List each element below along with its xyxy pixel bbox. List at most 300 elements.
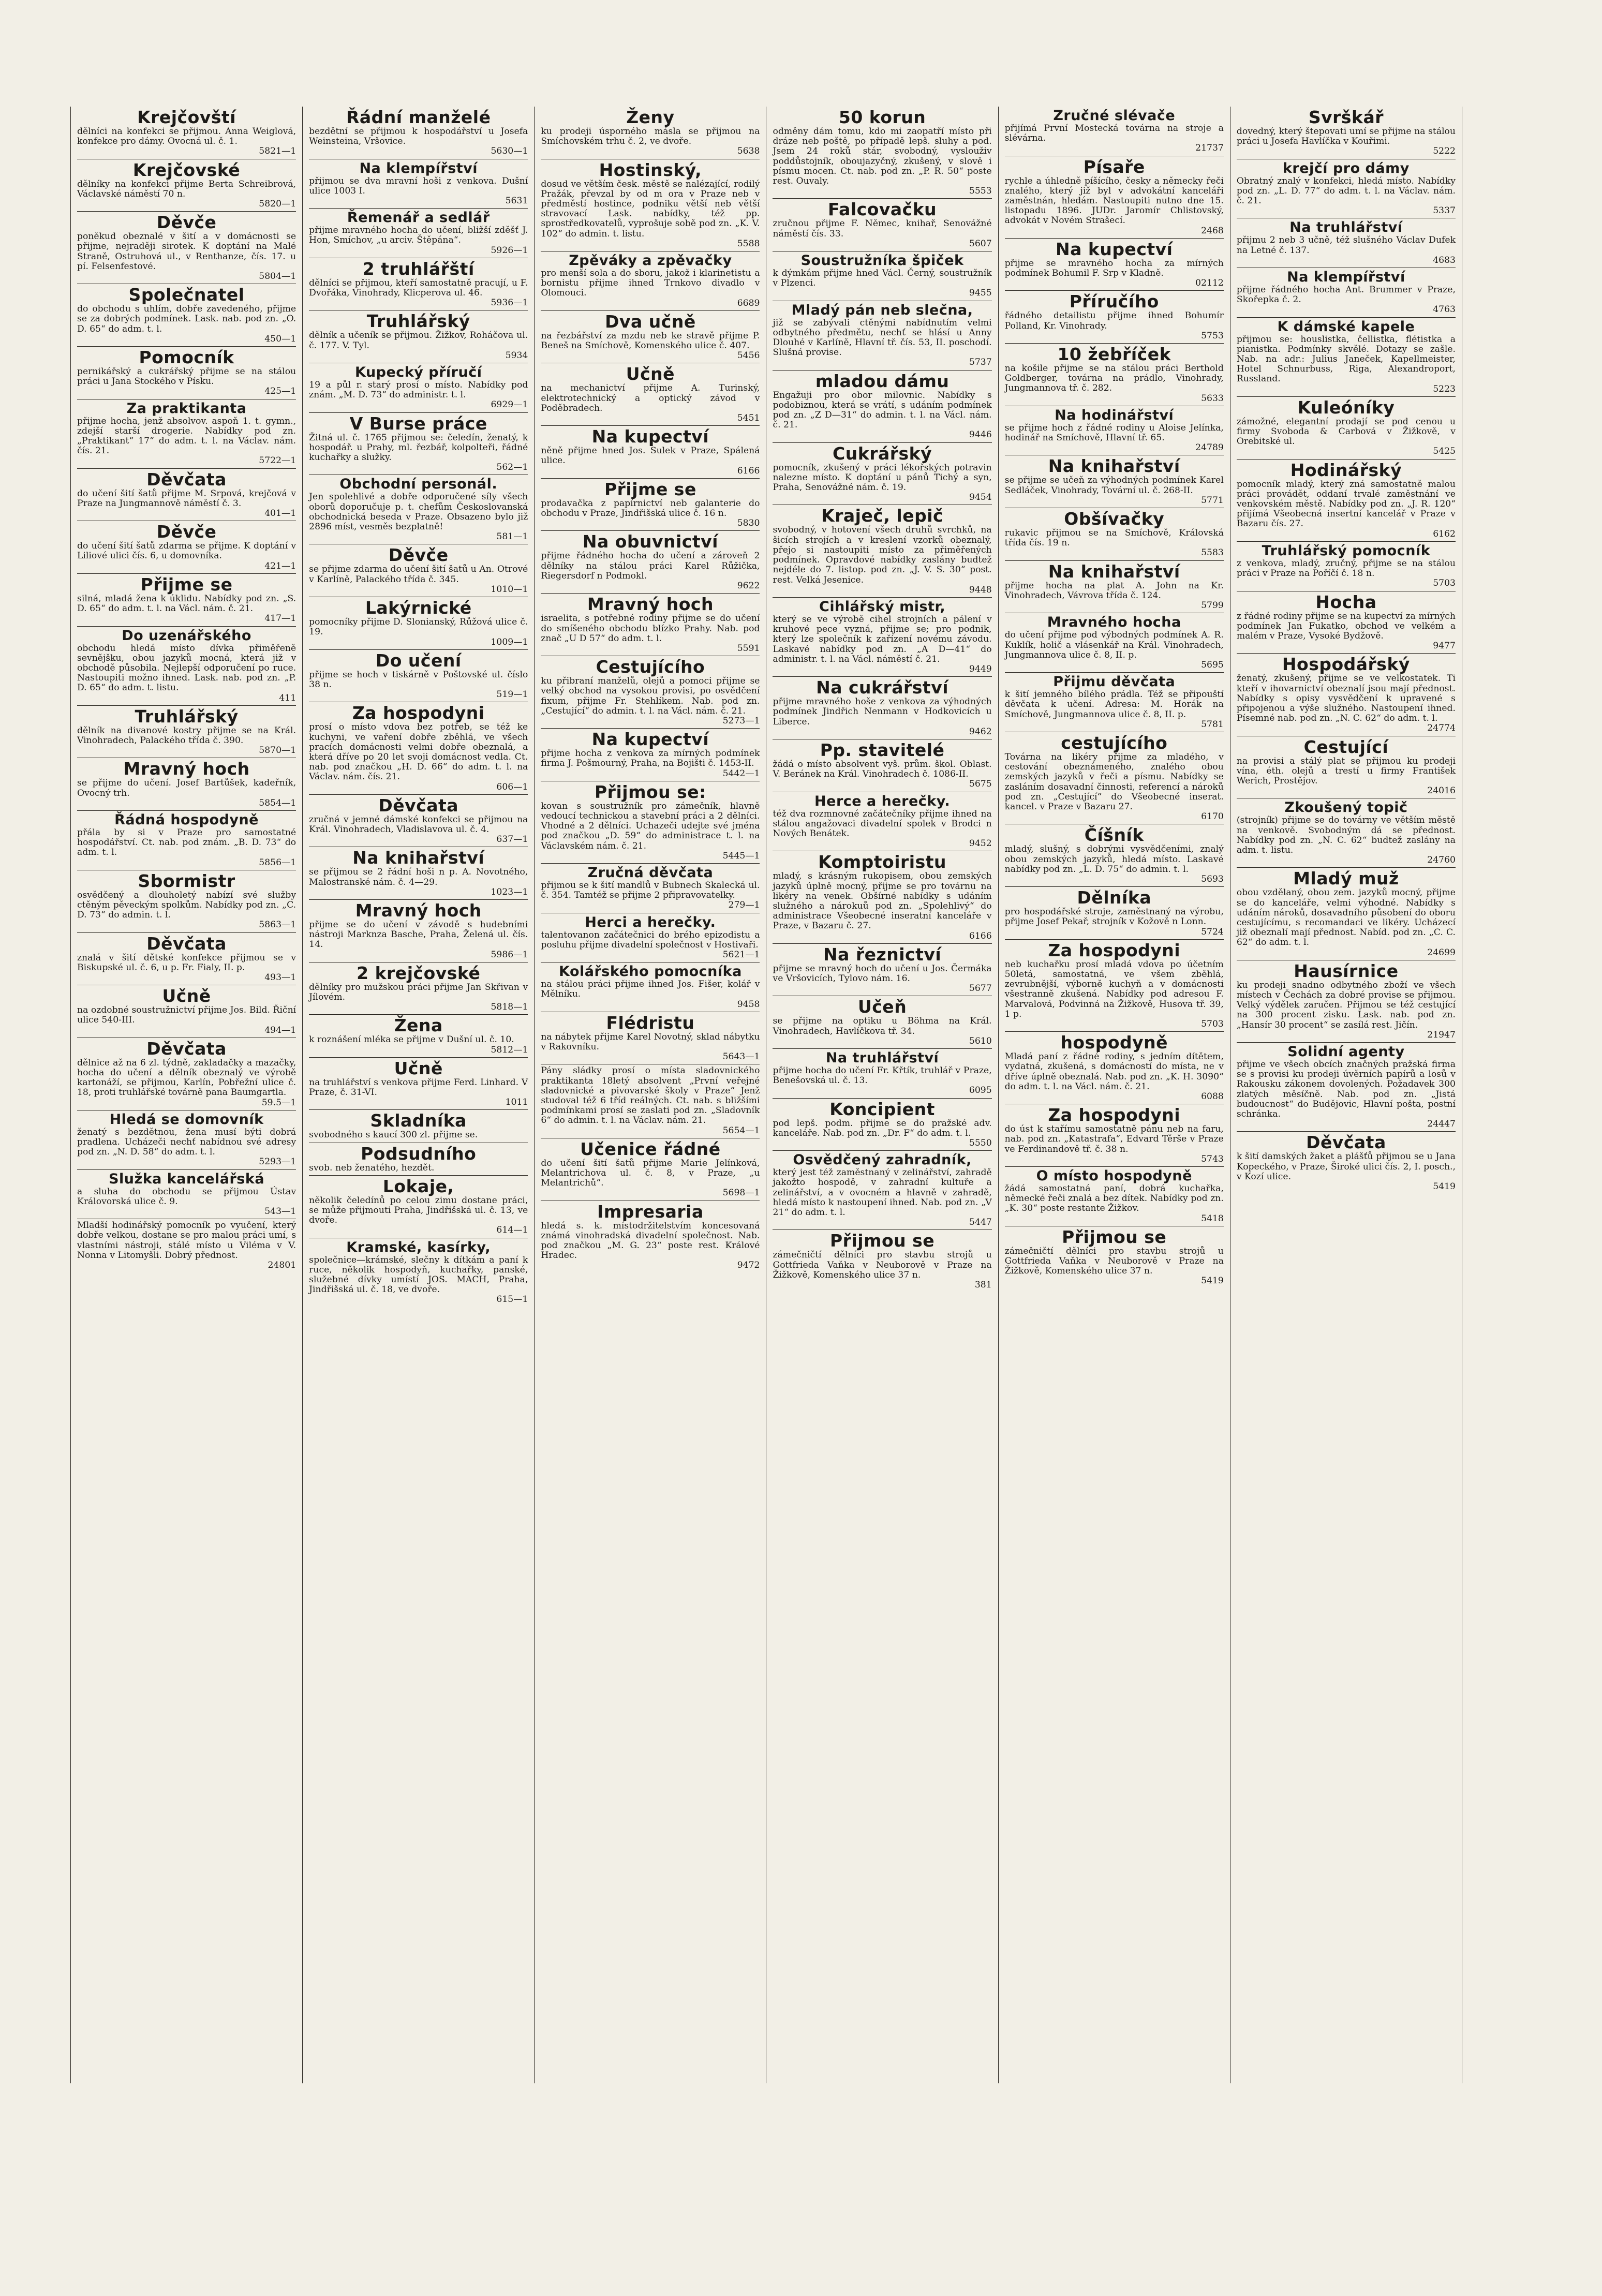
ad-text: na provisi a stálý plat se přijmou ku prodeji vína, éth. olejů a trestí u firmy František Werich, Prostějov. xyxy=(1236,756,1456,786)
ad-code: 5675 xyxy=(969,779,992,790)
ad-code: 24760 xyxy=(1427,855,1456,866)
classified-ad xyxy=(309,1110,528,1143)
classified-ad xyxy=(773,1230,991,1292)
classified-ad xyxy=(77,1170,296,1220)
ad-text: silná, mladá žena k úklidu. Nabídky pod zn. „S. D. 65“ do adm. t. l. na Václ. nám. č. 21. xyxy=(77,593,296,614)
ad-code: 24801 xyxy=(268,1260,296,1271)
ad-heading: Na knihařství xyxy=(1048,456,1180,477)
ad-heading: Cestující xyxy=(1303,736,1389,757)
classified-ad xyxy=(77,1219,296,1272)
ad-text: se přijme zdarma do učení šití šatů u An. Otrové v Karlíně, Palackého třída č. 345. xyxy=(309,564,528,585)
ad-code: 5830 xyxy=(737,518,760,529)
classified-ad xyxy=(309,159,528,209)
ad-code: 9446 xyxy=(969,429,992,440)
ad-text: hledá s. k. místodržitelstvím koncesovaná známá vinohradská divadelní společnost. Nab. pod značkou „M. G. 23“ poste rest. Králové Hradec. xyxy=(541,1220,760,1261)
ad-code: 5418 xyxy=(1201,1213,1224,1224)
ad-text: na mechanictví přijme A. Turinský, elektrotechnický a optický závod v Poděbradech. xyxy=(541,383,760,413)
ad-heading: Pomocník xyxy=(139,347,234,368)
ad-code: 5870—1 xyxy=(259,745,296,756)
ad-text: 19 a půl r. starý prosí o místo. Nabídky pod znám. „M. D. 73“ do administr. t. l. xyxy=(309,380,528,401)
ad-text: pernikářský a cukrářský přijme se na stálou práci u Jana Stockého v Písku. xyxy=(77,366,296,387)
classified-ad xyxy=(773,598,991,677)
ad-text: Engažuji pro obor milovnic. Nabídky s podobiznou, která se vrátí, s udáním podmínek pod zn. „Z D—31“ do admin. t. l. na Václ. nám. č. 21. xyxy=(773,390,992,431)
ad-code: 5553 xyxy=(969,186,992,197)
classified-ad xyxy=(309,900,528,962)
ad-text: pomocníky přijme D. Slonianský, Růžová ulice č. 19. xyxy=(309,617,528,638)
ad-text: Mladá paní z řádné rodiny, s jedním dítětem, vydatná, zkušená, s domácností do místa, ne v dříve úplně obeznalá. Nab. pod zn. „K. H. 3090“ do adm. t. l. na Václ. nám. č. 21. xyxy=(1004,1051,1224,1092)
classified-ad xyxy=(541,426,760,479)
ad-text: se přijmou se 2 řádní hoši n p. A. Novotného, Malostranské nám. č. 4—29. xyxy=(309,867,528,887)
classified-ad xyxy=(77,627,296,706)
ad-text: na nábytek přijme Karel Novotný, sklad nábytku v Rakovníku. xyxy=(541,1031,760,1052)
ad-code: 5588 xyxy=(737,238,760,249)
ad-heading: 2 krejčovské xyxy=(357,962,481,983)
ad-heading: Kupecký příručí xyxy=(355,364,482,381)
ad-heading: hospodyně xyxy=(1060,1032,1168,1053)
ad-code: 5693 xyxy=(1201,873,1224,884)
ad-text: osvědčený a dlouholetý nabízí své služby ctěným pěveckým spolkům. Nabídky pod zn. „C. D. 73“ do admin. t. l. xyxy=(77,890,296,921)
ad-code: 24016 xyxy=(1427,786,1456,796)
ad-text: mladý, s krásným rukopisem, obou zemských jazyků úplně mocný, přijme se pro továrnu na likéry na venek. Obšírné nabídky s udáním služného a nárokuů pod zn. „Spolehlivý“ do administrace Všeobecné inseratní kanceláře v Praze, v Bazaru č. 27. xyxy=(773,871,992,931)
ad-code: 6166 xyxy=(737,465,760,476)
ad-heading: Číšník xyxy=(1084,825,1144,846)
classified-ad xyxy=(541,729,760,781)
ad-text: znalá v šití dětské konfekce přijmou se v Biskupské ul. č. 6, u p. Fr. Fialy, II. p. xyxy=(77,952,296,973)
ad-text: přijme se mravný hoch do učení u Jos. Čermáka ve Vršovicích, Tylovo nám. 16. xyxy=(773,963,992,984)
classified-ad xyxy=(77,574,296,627)
classified-ad xyxy=(1237,218,1456,268)
ad-heading: Cestujícího xyxy=(596,657,705,677)
ad-text: na řezbářství za mzdu neb ke stravě přijme P. Beneš na Smíchově, Komenského ulice č. 407. xyxy=(541,330,760,351)
classified-ad xyxy=(541,781,760,864)
classified-ad xyxy=(77,159,296,212)
classified-ad xyxy=(541,1201,760,1273)
classified-ad xyxy=(1005,613,1224,673)
ad-text: ku přibraní manželů, olejů a pomoci přijme se velký obchod na vysokou provisi, po osvědčení fixum, přijme Fr. Stehlíkem. Nab. pod zn. „Cestující“ do admin. t. l. na Václ. nám. č. 21. xyxy=(541,676,760,716)
ad-text: neb kuchařku prosí mladá vdova po účetním 50letá, samostatná, ve všem zběhlá, zevrubnější, výborně kuchyň a v domácnosti všestranně zkušená. Nabídky pod adresou F. Marvalová, Podvinná na Žižkově, Husova tř. 39, 1 p. xyxy=(1004,959,1224,1019)
ad-text: prodavačka z papírnictví neb galanterie do obchodu v Praze, Jindřišská ulice č. 16 n. xyxy=(541,498,760,519)
classified-ad xyxy=(77,985,296,1038)
ad-heading: Společnatel xyxy=(128,285,245,305)
ad-text: na ozdobné soustružnictví přijme Jos. Bild. Řiční ulice 540-III. xyxy=(77,1005,296,1026)
classified-ad xyxy=(541,311,760,364)
ad-heading: Kuleóníky xyxy=(1297,397,1395,418)
ad-code: 279—1 xyxy=(728,900,760,911)
ad-text: přijme řádného hocha Ant. Brummer v Praze, Skořepka č. 2. xyxy=(1236,285,1456,305)
ad-heading: Písaře xyxy=(1083,156,1145,177)
ad-text: k šití jemného bílého prádla. Též se připouští děvčata k učení. Adresa: M. Horák na Smíchově, Jungmannova ulice č. 8, II. p. xyxy=(1004,689,1224,720)
ad-heading: Krejčovští xyxy=(137,107,236,127)
classified-ad xyxy=(773,944,991,997)
ad-code: 9454 xyxy=(969,492,992,503)
ad-code: 5222 xyxy=(1433,146,1456,157)
newspaper-page xyxy=(70,107,1462,2083)
classified-ad xyxy=(1005,1104,1224,1167)
classified-ad xyxy=(1005,1167,1224,1226)
classified-ad xyxy=(541,251,760,311)
ad-text: pomocník mladý, který zná samostatně malou práci provádět, oddaní trvalé zaměstnání ve venkovském městě. Nabídky pod zn. „J. R. 120“ přijímá Všeobecná insertní kancelář v Praze v Bazaru čís. 27. xyxy=(1236,479,1456,529)
ad-text: přijme se hoch v tiskárně v Poštovské ul. číslo 38 n. xyxy=(309,669,528,690)
ad-heading: Falcovačku xyxy=(827,199,937,220)
ad-code: 6095 xyxy=(969,1085,992,1096)
classified-ad xyxy=(773,677,991,739)
ad-code: 581—1 xyxy=(496,531,528,542)
ad-heading: Děvčata xyxy=(378,795,459,816)
ad-heading: Mravný hoch xyxy=(123,759,250,779)
ad-code: 4763 xyxy=(1433,304,1456,315)
ad-heading: krejčí pro dámy xyxy=(1282,160,1410,176)
ad-heading: Přijme se xyxy=(604,479,696,499)
classified-ad xyxy=(77,933,296,986)
ad-heading: Přijme se xyxy=(140,574,233,595)
ad-heading: Hospodářský xyxy=(1282,654,1410,675)
ad-code: 5447 xyxy=(969,1217,992,1228)
classified-ad xyxy=(1237,798,1456,868)
ad-text: Obratný znalý v konfekci, hledá místo. Nabídky pod zn. „L. D. 77“ do adm. t. l. na Václav. nám. č. 21. xyxy=(1236,175,1456,206)
ad-code: 9472 xyxy=(737,1260,760,1271)
ad-text: žádá samostatná paní, dobrá kuchařka, německé řeči znalá a bez dítek. Nabídky pod zn. „K. 30“ poste restante Žižkov. xyxy=(1004,1183,1224,1214)
ad-code: 5643—1 xyxy=(722,1051,760,1062)
ad-text: a sluha do obchodu se přijmou Ústav Královorská ulice č. 9. xyxy=(77,1186,296,1207)
ad-code: 562—1 xyxy=(496,462,528,473)
ad-code: 5856—1 xyxy=(259,857,296,868)
classified-ad xyxy=(309,1176,528,1238)
ad-text: poněkud obeznalé v šití a v domácnosti se přijme, nejraději sirotek. K doptání na Malé Straně, Ostruhová ul., v Renthanze, čís. 17. u pí. Felsenfestové. xyxy=(77,231,296,272)
ad-heading: Komptoiristu xyxy=(818,852,947,872)
ad-code: 5633 xyxy=(1201,393,1224,404)
ad-column xyxy=(71,107,303,2083)
classified-ad xyxy=(1237,960,1456,1043)
classified-ad xyxy=(773,199,991,251)
ad-text: zámožné, elegantní prodají se pod cenou u firmy Svoboda & Carbová v Žižkově, v Orebitské ul. xyxy=(1236,416,1456,447)
ad-code: 1011 xyxy=(505,1097,528,1108)
ad-heading: Mravného hocha xyxy=(1047,614,1181,631)
ad-code: 5854—1 xyxy=(259,797,296,808)
ad-heading: Přijmu děvčata xyxy=(1053,674,1176,690)
classified-ad xyxy=(309,650,528,703)
ad-code: 1009—1 xyxy=(491,636,528,647)
ad-text: rychle a úhledně píšícího, česky a německy řeči znalého, který již byl v advokátní kanceláři zaměstnán, hledám. Nastoupiti nutno dne 15. listopadu 1896. JUDr. Jaromír Chlistovský, advokát v Novém Strašecí. xyxy=(1004,175,1224,226)
ad-heading: cestujícího xyxy=(1061,732,1168,753)
ad-text: zámečničtí dělníci pro stavbu strojů u Gottfrieda Vaňka v Neuborově v Praze na Žižkově, Komenského ulice 37 n. xyxy=(1004,1246,1224,1277)
ad-heading: Obšívačky xyxy=(1064,509,1165,529)
ad-text: společnice—krámské, slečny k dítkám a paní k ruce, několik hospodyň, kuchařky, panské, služebné dívky umístí JOS. MACH, Praha, Jindřišská ul. č. 18, ve dvoře. xyxy=(309,1254,528,1295)
ad-code: 5737 xyxy=(969,357,992,368)
ad-heading: Podsudního xyxy=(361,1143,477,1164)
ad-text: se přijme na optiku u Böhma na Král. Vinohradech, Havlíčkova tř. 34. xyxy=(773,1016,992,1036)
ad-heading: Na kupectví xyxy=(591,729,709,750)
classified-ad xyxy=(541,913,760,963)
ad-heading: Koncipient xyxy=(829,1099,935,1119)
ad-heading: Mladý pán neb slečna, xyxy=(791,302,973,318)
ad-heading: Na řeznictví xyxy=(823,944,942,965)
ad-heading: Obchodní personál. xyxy=(339,476,498,493)
classified-ad xyxy=(1237,868,1456,960)
ad-code: 5445—1 xyxy=(722,850,760,861)
classified-ad xyxy=(541,1012,760,1065)
ad-code: 5630—1 xyxy=(491,146,528,157)
ad-code: 5799 xyxy=(1201,600,1224,611)
ad-heading: Přijmou se xyxy=(829,1231,935,1251)
ad-column xyxy=(1230,107,1462,2083)
ad-text: Továrna na likéry přijme za mladého, v cestování obeznámeného, znalého obou zemských jazyků v řeči a písmu. Nabídky se zasláním dosavadní činnosti, referencí a nároků pod zn. „Cestující“ do Všeobecné inserat. kancel. v Praze v Bazaru 27. xyxy=(1004,751,1224,812)
classified-ad xyxy=(1005,561,1224,614)
ad-code: 5743 xyxy=(1201,1153,1224,1164)
ad-heading: Za hospodyni xyxy=(1048,1105,1181,1125)
ad-heading: Na hodinářství xyxy=(1055,407,1174,423)
ad-code: 543—1 xyxy=(264,1206,296,1217)
ad-code: 24699 xyxy=(1427,947,1456,958)
classified-ad xyxy=(541,159,760,251)
classified-ad xyxy=(309,475,528,544)
ad-text: se přijme hoch z řádné rodiny u Aloise Jelínka, hodinář na Smíchově, Hlavní tř. 65. xyxy=(1004,422,1224,443)
ad-heading: Učenice řádné xyxy=(580,1138,721,1159)
ad-heading: Truhlářský xyxy=(366,311,470,332)
ad-column xyxy=(303,107,535,2083)
ad-text: svob. neb ženatého, hezdět. xyxy=(309,1162,435,1173)
ad-text: na košile přijme se na stálou práci Berthold Goldberger, továrna na prádlo, Vinohrady, Jungmannova tř. č. 282. xyxy=(1004,363,1224,394)
ad-heading: Zkoušený topič xyxy=(1284,799,1408,816)
ad-code: 493—1 xyxy=(264,972,296,983)
ad-text: přijmu 2 neb 3 učně, též slušného Václav Dufek na Letné č. 137. xyxy=(1236,235,1456,256)
ad-heading: Hledá se domovník xyxy=(109,1111,264,1128)
ad-text: Žitná ul. č. 1765 přijmou se: čeledín, ženatý, k hospodář. u Prahy, ml. řezbář, kolpolteři, řádné kuchařky a služky. xyxy=(309,432,528,463)
ad-heading: Herci a herečky. xyxy=(585,914,716,930)
classified-ad xyxy=(541,1138,760,1201)
classified-ad xyxy=(77,1110,296,1170)
ad-heading: Na kupectví xyxy=(1056,239,1173,259)
classified-ad xyxy=(309,544,528,597)
ad-code: 615—1 xyxy=(496,1294,528,1305)
classified-ad xyxy=(1005,156,1224,239)
classified-ad xyxy=(309,597,528,650)
ad-code: 5722—1 xyxy=(259,455,296,466)
ad-text: se přijme se učeň za výhodných podmínek Karel Sedláček, Vinohrady, Tovární ul. č. 268-II. xyxy=(1004,475,1224,496)
classified-ad xyxy=(309,107,528,159)
ad-heading: Na kupectví xyxy=(591,426,709,447)
ad-text: pomocník, zkušený v práci lékořských potravin nalezne místo. K doptání u pánů Tichý a syn, Praha, Senovážné nám. č. 19. xyxy=(773,462,992,493)
ad-text: svobodného s kaucí 300 zl. přijme se. xyxy=(309,1130,478,1140)
ad-code: 4683 xyxy=(1433,255,1456,265)
classified-ad xyxy=(773,1151,991,1230)
ad-text: se přijme do učení. Josef Bartůšek, kadeřník, Ovocný trh. xyxy=(77,778,296,798)
ad-heading: Hausírnice xyxy=(1294,960,1399,981)
ad-code: 5812—1 xyxy=(491,1044,528,1055)
classified-ad xyxy=(77,706,296,759)
ad-heading: Na obuvnictví xyxy=(582,531,718,552)
ad-text: dělníky pro mužskou práci přijme Jan Skřivan v Jílovém. xyxy=(309,982,528,1002)
classified-ad xyxy=(1237,397,1456,460)
ad-heading: Na truhlářství xyxy=(1289,219,1403,236)
ad-heading: Flédristu xyxy=(606,1012,695,1033)
ad-code: 5753 xyxy=(1201,330,1224,341)
classified-ad xyxy=(773,251,991,301)
ad-code: 24447 xyxy=(1427,1119,1456,1130)
ad-code: 5610 xyxy=(969,1035,992,1046)
ad-text: který jest též zaměstnaný v zelinářství, zahradě jakožto hospodě, v zahradní kultuře a zelinářství, a v ovocném a hlavně v zahradě, hledá místo k nastoupení ihned. Nab. pod zn. „V 21“ do adm. t. l. xyxy=(773,1167,992,1218)
classified-ad xyxy=(309,363,528,413)
ad-text: přijmou se dva mravní hoši z venkova. Dušní ulice 1003 I. xyxy=(309,175,528,196)
ad-code: 417—1 xyxy=(264,613,296,624)
ad-column xyxy=(999,107,1230,2083)
classified-ad xyxy=(773,792,991,852)
ad-text: pro hospodářské stroje, zaměstnaný na výrobu, přijme Josef Pekař, strojník v Kožově n Lonn. xyxy=(1004,907,1224,927)
ad-text: ku prodeji úsporného másla se přijmou na Smíchovském trhu č. 2, ve dvoře. xyxy=(541,126,760,147)
classified-ad xyxy=(77,1038,296,1110)
classified-ad xyxy=(773,996,991,1049)
ad-code: 5677 xyxy=(969,983,992,994)
classified-ad xyxy=(773,371,991,443)
classified-ad xyxy=(1237,654,1456,736)
ad-text: do učení šití šatů přijme Marie Jelínková, Melantrichova ul. č. 8, v Praze, „u Melantrichů“. xyxy=(541,1158,760,1189)
ad-heading: Do učení xyxy=(375,650,462,671)
ad-heading: Osvědčený zahradník, xyxy=(793,1152,972,1168)
ad-heading: Děvčata xyxy=(146,469,227,490)
classified-ad xyxy=(309,1058,528,1110)
ad-code: 02112 xyxy=(1195,278,1224,289)
ad-text: Mladší hodinářský pomocník po vyučení, který dobře velkou, dostane se pro malou práci umí, s vlastními nástroji, stálé místo u Viléma v V. Nonna v Litomyšli. Dobrý přednost. xyxy=(77,1220,296,1261)
ad-heading: Na klempířství xyxy=(359,160,478,176)
ad-code: 5419 xyxy=(1433,1181,1456,1192)
classified-ad xyxy=(309,209,528,258)
classified-ad xyxy=(77,107,296,159)
ad-code: 5419 xyxy=(1201,1276,1224,1286)
ad-code: 450—1 xyxy=(264,333,296,344)
ad-code: 9462 xyxy=(969,726,992,737)
ad-code: 5926—1 xyxy=(491,245,528,256)
ad-code: 1023—1 xyxy=(491,886,528,897)
classified-ad xyxy=(309,702,528,794)
classified-ad xyxy=(77,521,296,574)
ad-heading: Služka kancelářská xyxy=(109,1171,265,1187)
ad-text: přijme se mravného hocha za mírných podmínek Bohumil F. Srp v Kladně. xyxy=(1004,258,1224,279)
ad-text: zručná v jemné dámské konfekci se přijmou na Král. Vinohradech, Vladislavova ul. č. 4. xyxy=(309,814,528,835)
classified-ad xyxy=(1005,1226,1224,1288)
classified-ad xyxy=(1237,542,1456,591)
classified-ad xyxy=(77,870,296,933)
ad-text: rukavic přijmou se na Smíchově, Královská třída čís. 19 n. xyxy=(1004,528,1224,549)
ad-heading: Na knihařství xyxy=(1048,561,1180,582)
ad-heading: Za hospodyni xyxy=(352,703,485,723)
ad-text: přijme hocha z venkova za mírných podmínek firma J. Pošmourný, Praha, na Bojišti č. 1453-II. xyxy=(541,748,760,769)
ad-column xyxy=(766,107,998,2083)
ad-text: z řádné rodiny přijme se na kupectví za mírných podmínek Jan Fukatko, obchod ve velkém a malém v Praze, Vysoké Bydžově. xyxy=(1236,611,1456,641)
ad-code: 6929—1 xyxy=(491,399,528,410)
ad-code: 5781 xyxy=(1201,719,1224,730)
ad-text: též dva rozmnovné začátečníky přijme ihned na stálou angažovaci divadelní spolek v Brodci n Nových Benátek. xyxy=(773,808,992,839)
ad-text: Pány sládky prosí o místa sladovnického praktikanta 18letý absolvent „První veřejné sladovnické a pivovarské školy v Praze“ Jenž studoval též 6 tříd reálných. Ct. nab. s bližšími podmínkami prosí se zaslati pod zn. „Sladovník 6“ do admin. t. l. na Václav. nám. 21. xyxy=(541,1065,760,1126)
classified-ad xyxy=(77,469,296,522)
classified-ad xyxy=(1237,460,1456,542)
ad-code: 5425 xyxy=(1433,446,1456,457)
classified-ad xyxy=(1005,508,1224,561)
ad-heading: Na klempířství xyxy=(1287,269,1405,286)
ad-text: přijme se do učení v závodě s hudebními nástroji Marknza Basche, Praha, Želená ul. čís. 14. xyxy=(309,919,528,950)
classified-ad xyxy=(309,795,528,848)
ad-text: přijme řádného hocha do učení a zároveň 2 dělníky na stálou práci Karel Růžička, Riegersdorf n Podmokl. xyxy=(541,551,760,581)
ad-heading: Lakýrnické xyxy=(365,598,472,618)
ad-text: dělníci se přijmou, kteří samostatně pracují, u F. Dvořáka, Vinohrady, Klicperova ul. 46. xyxy=(309,277,528,299)
classified-ad xyxy=(309,1143,528,1176)
ad-heading: Řádná hospodyně xyxy=(114,811,259,828)
ad-heading: Impresaria xyxy=(597,1201,704,1222)
ad-heading: Kolářského pomocníka xyxy=(559,964,742,980)
ad-text: odměny dám tomu, kdo mi zaopatří místo při dráze neb poště, po případě lepš. sluhy a pod. Jsem 24 roků stár, svobodný, vyslouživ poddůstojník, oboujazyčný, zkušený, v slově i písmu mocen. Ct. nab. pod zn. „P. R. 50“ poste rest. Ouvaly. xyxy=(773,126,992,187)
ad-code: 24789 xyxy=(1195,442,1224,453)
classified-ad xyxy=(1005,344,1224,406)
classified-ad xyxy=(773,301,991,371)
ad-heading: Příručího xyxy=(1069,291,1159,312)
ad-heading: Kraječ, lepič xyxy=(821,506,944,526)
ad-heading: Truhlářský xyxy=(135,706,239,727)
classified-ad xyxy=(541,962,760,1012)
ad-code: 637—1 xyxy=(496,834,528,845)
ad-heading: Zručné slévače xyxy=(1053,108,1176,124)
ad-heading: Pp. stavitelé xyxy=(820,739,945,760)
ad-code: 6689 xyxy=(737,298,760,308)
ad-text: dělnice až na 6 zl. týdně, zakladačky a mazačky, hocha do učení a dělník obeznalý ve výrobě kartonáží, se přijmou, Karlín, Pobřežní ulice č. 18, proti truhlářské továrně pana Baumgartla. xyxy=(77,1057,296,1098)
classified-ad xyxy=(1005,239,1224,291)
classified-ad xyxy=(773,1099,991,1151)
classified-ad xyxy=(1237,736,1456,799)
classified-ad xyxy=(77,811,296,870)
ad-code: 411 xyxy=(279,692,296,703)
ad-code: 5638 xyxy=(737,146,760,157)
classified-ad xyxy=(309,1015,528,1057)
ad-text: přijme hocha na plat A. John na Kr. Vinohradech, Vávrova třída č. 124. xyxy=(1004,580,1224,601)
ad-code: 5550 xyxy=(969,1138,992,1149)
classified-ad xyxy=(309,1238,528,1307)
ad-text: israelita, s potřebné rodiny přijme se do učení do smíšeného obchodu blízko Prahy. Nab. pod znač „U D 57“ do adm. t. l. xyxy=(541,613,760,644)
ad-heading: Dělníka xyxy=(1077,887,1152,908)
classified-ad xyxy=(1237,1132,1456,1194)
ad-code: 5293—1 xyxy=(259,1157,296,1167)
ad-heading: Ženy xyxy=(626,107,675,127)
classified-ad xyxy=(1237,159,1456,219)
ad-text: bezdětní se přijmou k hospodářství u Josefa Weinsteina, Vršovice. xyxy=(309,126,528,147)
ad-text: dělníci na konfekci se přijmou. Anna Weiglová, konfekce pro dámy. Ovocná ul. č. 1. xyxy=(77,126,296,147)
ad-text: k šití damských žaket a plášťů přijmou se u Jana Kopeckého, v Praze, Široké ulici čís. 2, I. posch., v Kozí ulice. xyxy=(1236,1151,1456,1182)
ad-text: dosud ve větším česk. městě se nalézající, rodilý Pražák, převzal by od m ora v Praze neb v předměstí hostince, podniku větší neb větší stravovací Lask. nabídky, též pp. sprostředkovatelů, vyprošuje sobě pod zn. „K. V. 102“ do admin. t. listu. xyxy=(541,179,760,239)
ad-text: mladý, slušný, s dobrými vysvědčeními, znalý obou zemských jazyků, hledá místo. Laskavé nabídky pod zn. „L. D. 75“ do admin. t. l. xyxy=(1004,844,1224,875)
ad-code: 5695 xyxy=(1201,659,1224,670)
ad-code: 5442—1 xyxy=(722,768,760,779)
ad-code: 9449 xyxy=(969,663,992,674)
ad-heading: 10 žebříček xyxy=(1057,344,1171,365)
ad-heading: Cihlářský mistr, xyxy=(819,598,946,615)
ad-code: 59.5—1 xyxy=(261,1097,296,1108)
ad-code: 5804—1 xyxy=(259,271,296,282)
ad-text: několik čeledínů po celou zimu dostane práci, se může přijmouti Praha, Jindřišská ul. č. 13, ve dvoře. xyxy=(309,1195,528,1226)
ad-code: 9455 xyxy=(969,288,992,299)
classified-ad xyxy=(77,758,296,811)
classified-ad xyxy=(541,656,760,729)
classified-ad xyxy=(1005,291,1224,344)
ad-code: 5703 xyxy=(1433,578,1456,589)
ad-code: 5863—1 xyxy=(259,920,296,930)
ad-heading: Svrškář xyxy=(1308,107,1384,127)
ad-heading: Truhlářský pomocník xyxy=(1262,542,1431,559)
ad-text: talentovanon začátečnici do brého epizodistu a posluhu přijme divadelní společnost v Hostivaři. xyxy=(541,929,760,950)
ad-text: dělník a učeník se přijmou. Žižkov, Roháčova ul. č. 177. V. Tyl. xyxy=(309,330,528,351)
ad-text: do učení šití šatů přijme M. Srpová, krejčová v Praze na Jungmannově náměstí č. 3. xyxy=(77,488,296,509)
ad-code: 5631 xyxy=(505,196,528,206)
ad-code: 5654—1 xyxy=(722,1125,760,1136)
ad-heading: Učně xyxy=(394,1058,443,1078)
ad-code: 5820—1 xyxy=(259,199,296,210)
classified-ad xyxy=(541,1064,760,1138)
classified-ad xyxy=(1237,591,1456,654)
